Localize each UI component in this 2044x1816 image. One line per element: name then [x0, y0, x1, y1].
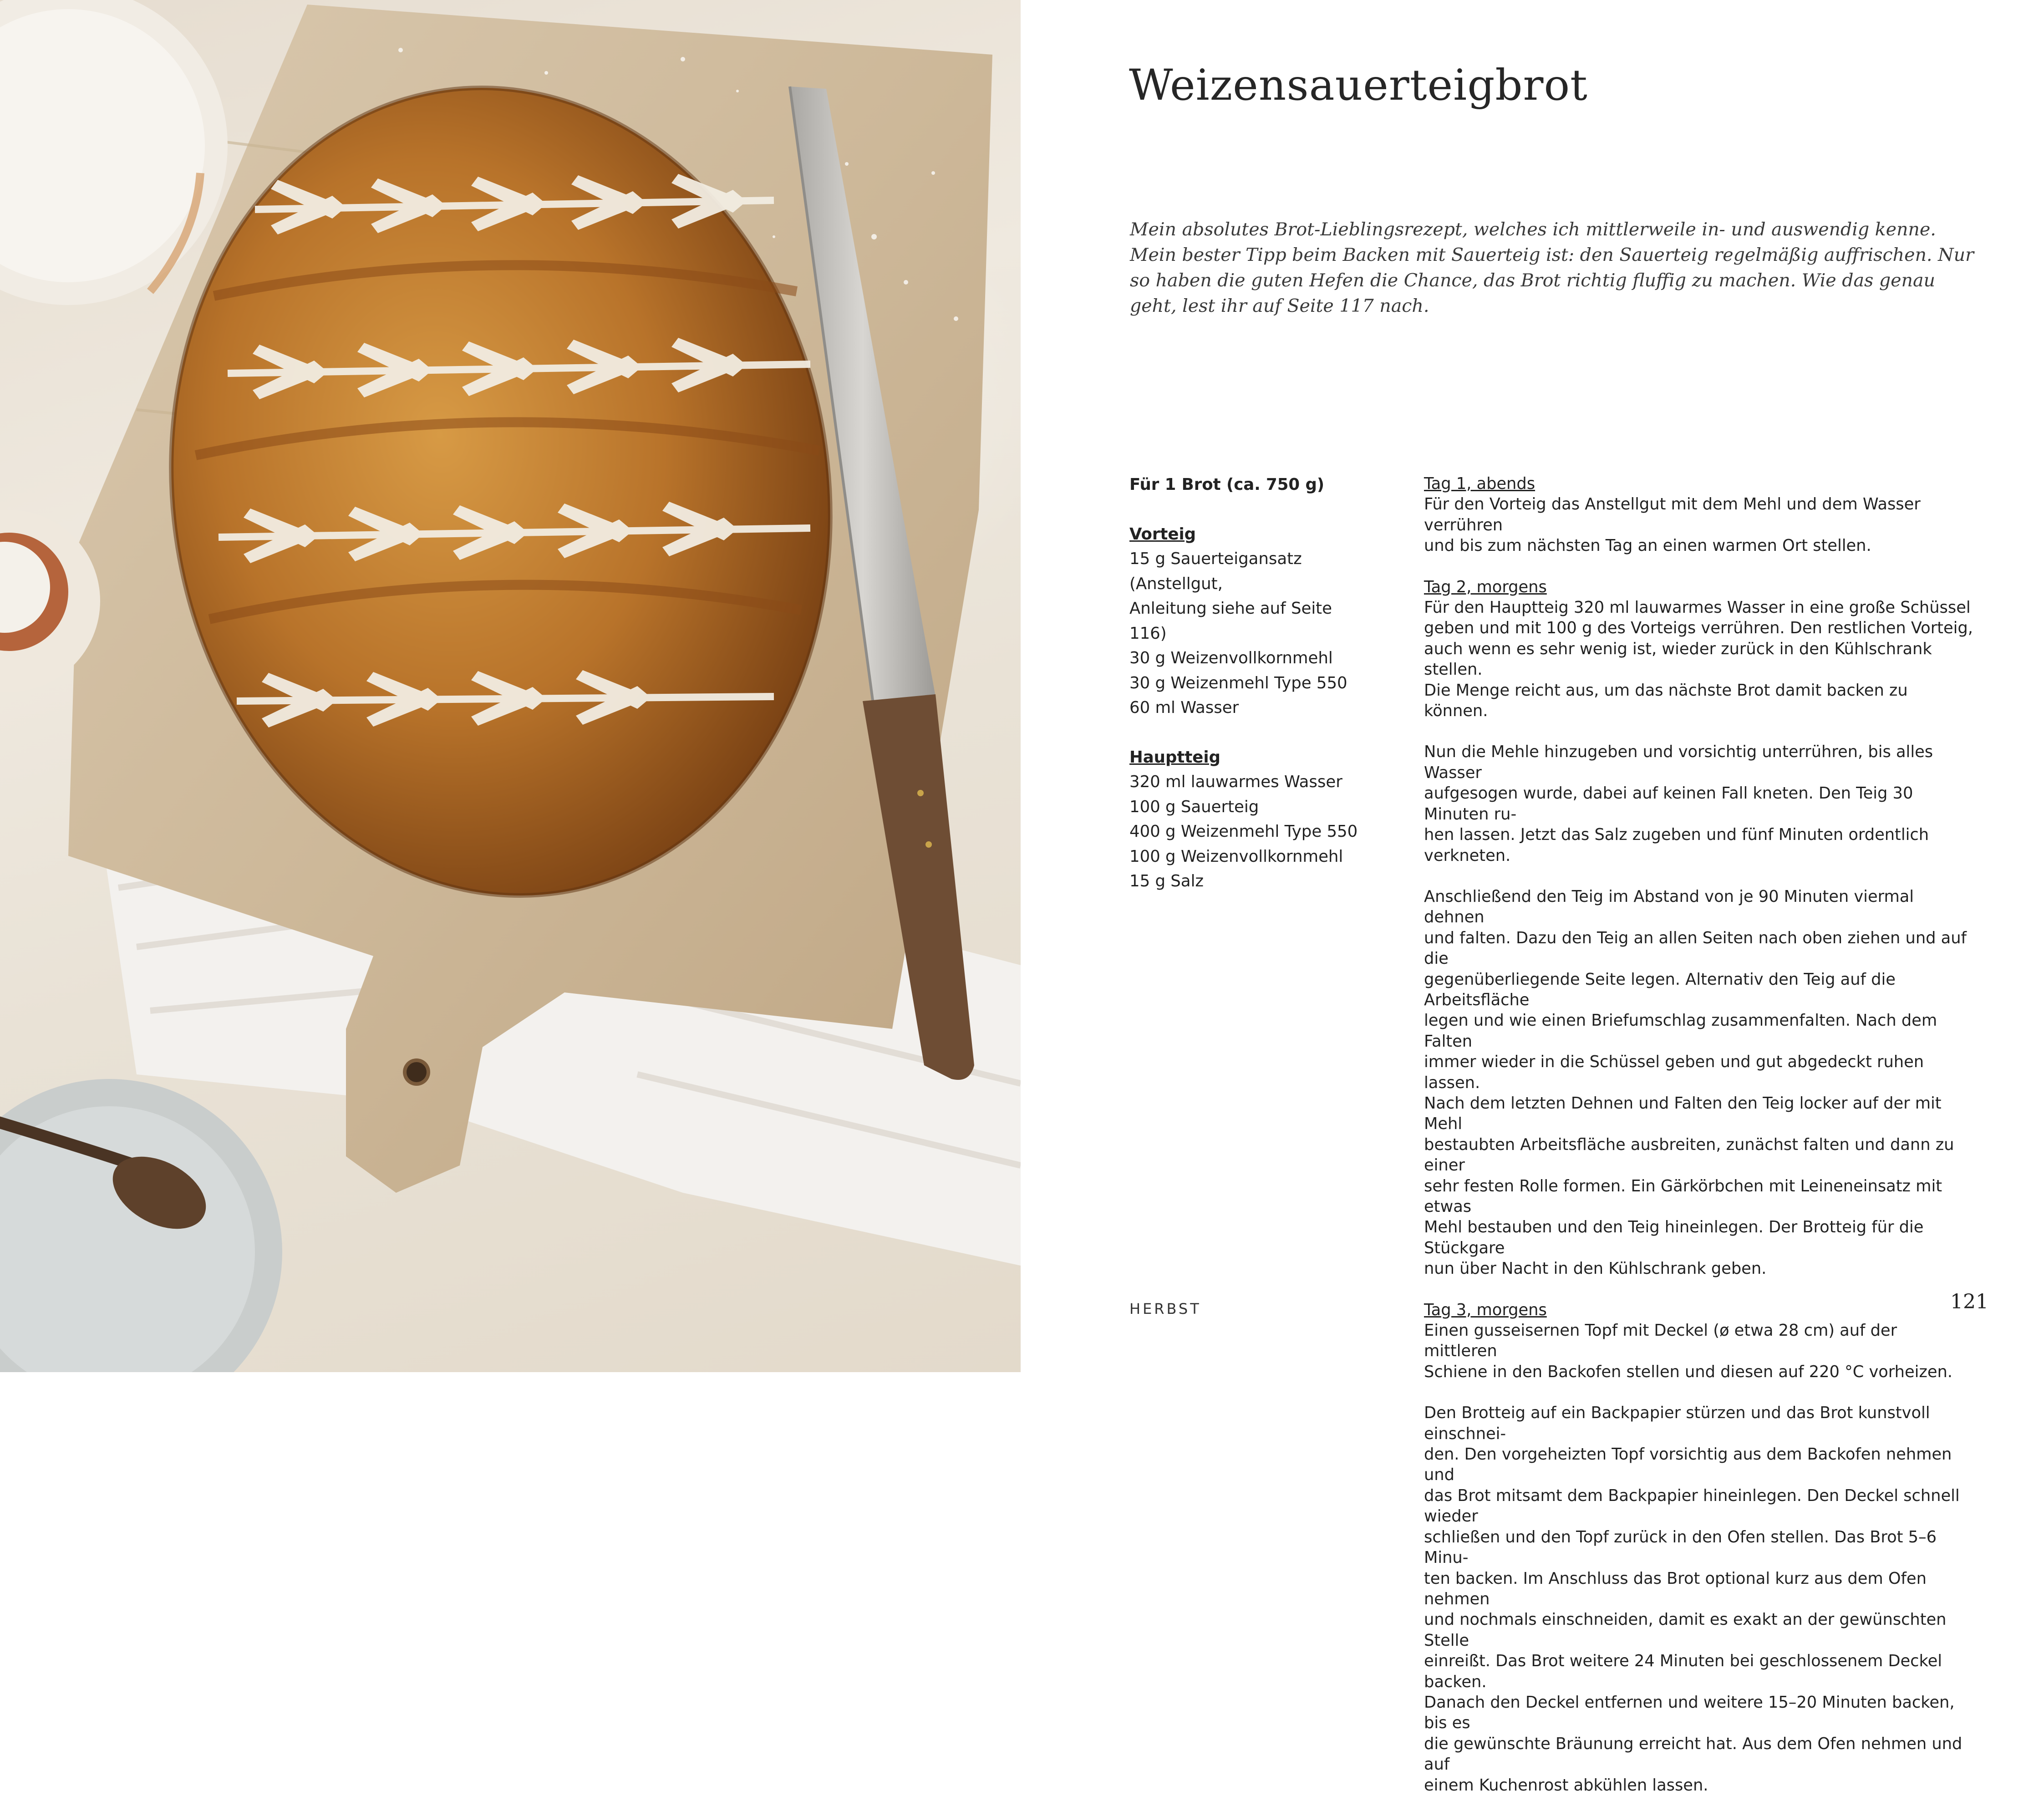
step-day-heading: Tag 3, morgens: [1424, 1300, 1547, 1319]
step-line: immer wieder in die Schüssel geben und gut abgedeckt ruhen lassen.: [1424, 1053, 1924, 1092]
bread-photo-illustration: [0, 0, 1021, 1372]
step-block: [1424, 886, 1973, 1279]
step-block: [1424, 577, 1973, 722]
recipe-intro: Mein absolutes Brot-Lieblingsrezept, welches ich mittlerweile in- und auswendig kenne. Mein bester Tipp beim Backen mit Sauerteig ist: den Sauerteig regelmäßig auffrischen. Nur so haben die guten Hefen die Chance, das Brot richtig fluffig zu machen. Wie das genau geht, lest ihr auf Seite 117 nach.: [1130, 219, 1974, 316]
ingredient-group-hauptteig: [1129, 745, 1366, 894]
step-block: [1424, 1300, 1973, 1383]
ingredients-column: [1129, 473, 1366, 919]
step-line: den. Den vorgeheizten Topf vorsichtig aus dem Backofen nehmen und: [1424, 1445, 1952, 1485]
step-block: [1424, 742, 1973, 865]
ingredient-item: 100 g Sauerteig: [1129, 797, 1259, 816]
step-line: Nach dem letzten Dehnen und Falten den Teig locker auf der mit Mehl: [1424, 1094, 1942, 1134]
ingredient-item: 30 g Weizenvollkornmehl: [1129, 649, 1333, 667]
step-line: ten backen. Im Anschluss das Brot optional kurz aus dem Ofen nehmen: [1424, 1569, 1927, 1608]
step-day-heading: Tag 2, morgens: [1424, 577, 1547, 596]
ingredient-item: 400 g Weizenmehl Type 550: [1129, 822, 1358, 841]
step-line: auch wenn es sehr wenig ist, wieder zurück in den Kühlschrank stellen.: [1424, 639, 1932, 679]
ingredient-heading: Hauptteig: [1129, 748, 1220, 767]
step-block: [1424, 1403, 1973, 1796]
ingredient-group-vorteig: [1129, 522, 1366, 721]
step-line: bestaubten Arbeitsfläche ausbreiten, zunächst falten und dann zu einer: [1424, 1135, 1954, 1175]
step-line: gegenüberliegende Seite legen. Alternativ den Teig auf die Arbeitsfläche: [1424, 970, 1896, 1009]
step-line: aufgesogen wurde, dabei auf keinen Fall kneten. Den Teig 30 Minuten ru-: [1424, 784, 1913, 824]
step-line: Danach den Deckel entfernen und weitere 15–20 Minuten backen, bis es: [1424, 1693, 1955, 1733]
step-line: nun über Nacht in den Kühlschrank geben.: [1424, 1259, 1767, 1278]
step-day-heading: Tag 1, abends: [1424, 474, 1536, 493]
ingredient-item: 15 g Salz: [1129, 872, 1204, 890]
step-line: legen und wie einen Briefumschlag zusammenfalten. Nach dem Falten: [1424, 1011, 1937, 1051]
step-line: Die Menge reicht aus, um das nächste Brot damit backen zu können.: [1424, 681, 1908, 721]
serving-size: Für 1 Brot (ca. 750 g): [1129, 475, 1325, 494]
step-line: und bis zum nächsten Tag an einen warmen Ort stellen.: [1424, 536, 1871, 555]
step-line: das Brot mitsamt dem Backpapier hineinlegen. Den Deckel schnell wieder: [1424, 1486, 1960, 1526]
step-line: Für den Hauptteig 320 ml lauwarmes Wasser in eine große Schüssel: [1424, 598, 1971, 617]
step-block: [1424, 473, 1973, 556]
bread-photo: [0, 0, 1021, 1372]
method-column: [1424, 473, 1973, 1816]
step-line: Anschließend den Teig im Abstand von je 90 Minuten viermal dehnen: [1424, 887, 1914, 927]
ingredient-item: 30 g Weizenmehl Type 550: [1129, 673, 1347, 692]
ingredient-heading: Vorteig: [1129, 524, 1196, 544]
section-label: HERBST: [1129, 1300, 1201, 1317]
step-line: Nun die Mehle hinzugeben und vorsichtig unterrühren, bis alles Wasser: [1424, 743, 1933, 782]
step-line: und falten. Dazu den Teig an allen Seiten nach oben ziehen und auf die: [1424, 928, 1967, 968]
ingredient-item: 15 g Sauerteigansatz (Anstellgut,: [1129, 549, 1302, 593]
step-line: einreißt. Das Brot weitere 24 Minuten bei geschlossenem Deckel backen.: [1424, 1652, 1942, 1691]
step-line: Schiene in den Backofen stellen und diesen auf 220 °C vorheizen.: [1424, 1362, 1952, 1381]
ingredient-item: 100 g Weizenvollkornmehl: [1129, 847, 1343, 866]
step-line: Einen gusseisernen Topf mit Deckel (ø etwa 28 cm) auf der mittleren: [1424, 1321, 1897, 1361]
step-line: Mehl bestauben und den Teig hineinlegen. Der Brotteig für die Stückgare: [1424, 1218, 1924, 1257]
step-line: geben und mit 100 g des Vorteigs verrühren. Den restlichen Vorteig,: [1424, 619, 1973, 638]
step-line: einem Kuchenrost abkühlen lassen.: [1424, 1775, 1708, 1795]
step-line: und nochmals einschneiden, damit es exakt an der gewünschten Stelle: [1424, 1610, 1947, 1650]
ingredient-item: 320 ml lauwarmes Wasser: [1129, 773, 1342, 791]
step-line: schließen und den Topf zurück in den Ofen stellen. Das Brot 5–6 Minu-: [1424, 1527, 1937, 1567]
ingredient-item: 60 ml Wasser: [1129, 698, 1239, 717]
step-line: hen lassen. Jetzt das Salz zugeben und fünf Minuten ordentlich verkneten.: [1424, 825, 1929, 865]
step-line: sehr festen Rolle formen. Ein Gärkörbchen mit Leineneinsatz mit etwas: [1424, 1176, 1942, 1216]
ingredient-item: Anleitung siehe auf Seite 116): [1129, 599, 1332, 643]
recipe-title: Weizensauerteigbrot: [1129, 61, 1588, 110]
step-line: Den Brotteig auf ein Backpapier stürzen und das Brot kunstvoll einschnei-: [1424, 1404, 1930, 1443]
step-line: die gewünschte Bräunung erreicht hat. Aus dem Ofen nehmen und auf: [1424, 1734, 1963, 1774]
step-line: Für den Vorteig das Anstellgut mit dem Mehl und dem Wasser verrühren: [1424, 495, 1921, 534]
page-number: 121: [1950, 1290, 1988, 1313]
